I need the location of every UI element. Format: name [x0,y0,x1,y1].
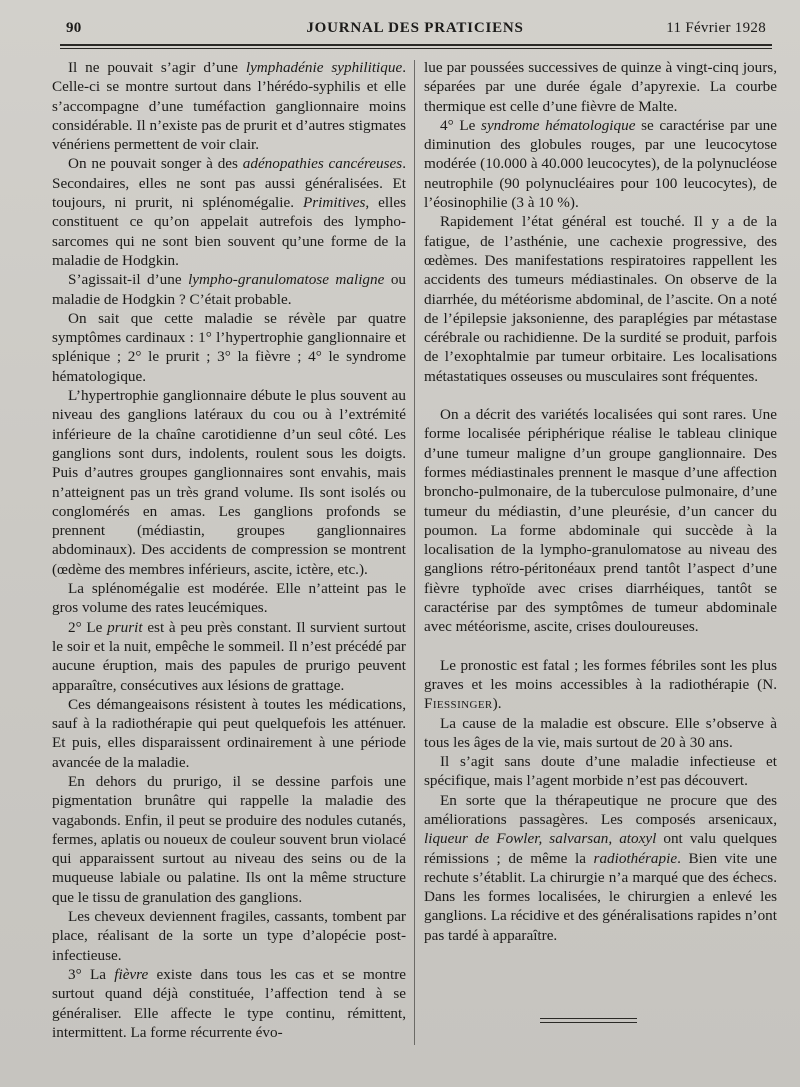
header-rule-thin [60,48,772,49]
text-run: est à peu près constant. Il survient surtout le soir et la nuit, empêche le sommeil. Il n’est précédé par aucune éruption, mais des papules de prurigo peuvent apparaître, consécutives aux lésions de grattage. [52,618,407,694]
paragraph [52,772,406,907]
text-run: existe dans tous les cas et se montre surtout quand déjà constituée, l’affection tend à se généraliser. Elle affecte le type continu, rémittent, intermittent. La forme récurrente évo- [52,965,406,1041]
paragraph [424,791,777,945]
italic-term: syndrome hématologique [481,116,636,134]
italic-term: adénopathies cancéreuses [242,155,403,173]
text-run: , elles constituent ce qu’on appelait autrefois des lympho-sarcomes qui ne sont bien souvent qu’une forme de la maladie de Hodgkin. [52,194,406,269]
text-run: On a décrit des variétés localisées qui sont rares. Une forme localisée périphérique réalise le tableau clinique d’une tumeur maligne d’un groupe ganglionnaire. Des formes médiastinales prennent le masque d’une affection broncho-pulmonaire, de la tuberculose pulmonaire, d’une tumeur du médiastin, d’une pleurésie, d’un cancer du poumon. La forme abdominale qui succède à la localisation de la lympho-granulomatose au niveau des ganglions rétro-péritonéaux prend tantôt l’aspect d’une fièvre typhoïde avec crises diarrhéiques, tantôt se caractérise par des symptômes de tumeur abdominale avec météorisme, ascite, crises douloureuses. [424,406,777,636]
page-header [60,20,770,42]
text-run: En sorte que la thérapeutique ne procure que des améliorations passagères. Les composés arsenicaux, [424,791,777,828]
paragraph [52,579,406,618]
text-run: Rapidement l’état général est touché. Il y a de la fatigue, de l’asthénie, une cachexie progressive, des œdèmes. Des manifestations respiratoires rappellent les accidents des tumeurs médiastinales. On observe de la diarrhée, du météorisme abdominal, de l’ascite. On a noté de l’épilepsie jaksonienne, des paraplégies par métastase cérébrale ou rachidienne. De la surdité se produit, parfois de l’exophtalmie par tumeur orbitaire. Les localisations métastatiques osseuses ou musculaires sont fréquentes. [424,213,777,385]
paragraph [52,695,406,772]
text-run: Ces démangeaisons résistent à toutes les médications, sauf à la radiothérapie qui peut quelquefois les atténuer. Et puis, elles disparaissent ordinairement à une période avancée de la maladie. [52,695,406,771]
text-run: ou maladie de Hodgkin ? C’était probable. [52,271,407,308]
text-run: S’agissait-il d’une [68,271,189,289]
text-run: se caractérise par une diminution des globules rouges, par une leucocytose modérée (10.000 à 40.000 leucocytes), de la polynucléose neutrophile (90 polynucléaires pour 100 leucocytes), de l’éosinophilie (3 à 10 %). [424,116,777,212]
right-column [424,58,777,945]
text-run: 4° Le [440,116,482,134]
paragraph [52,386,406,579]
text-run: . Secondaires, elles ne sont pas aussi généralisées. Et toujours, ni prurit, ni splénomégalie. [52,155,406,212]
author-name: Fiessinger [424,695,493,713]
paragraph [424,58,777,116]
paragraph [52,309,406,386]
text-run: ont valu quelques rémissions ; de même la [424,830,777,867]
italic-term: liqueur de Fowler, salvarsan, atoxyl [424,830,657,848]
text-run: 3° La [68,965,115,983]
text-run: Les cheveux deviennent fragiles, cassants, tombent par place, réalisant de la sorte un type d’alopécie post-infectieuse. [52,908,406,964]
text-run: En dehors du prurigo, il se dessine parfois une pigmentation brunâtre qui rappelle la maladie des vagabonds. Enfin, il peut se produire des nodules cutanés, fermes, aplatis ou noueux de couleur souvent brun violacé qui apparaissent surtout au niveau des seins ou de la muqueuse labiale ou palatine. Ils ont la même structure que le tissu de granulation des ganglions. [52,772,406,906]
text-run: La splénomégalie est modérée. Elle n’atteint pas le gros volume des rates leucémiques. [52,580,406,617]
paragraph [52,907,406,965]
text-run: La cause de la maladie est obscure. Elle s’observe à tous les âges de la vie, mais surtout de 20 à 30 ans. [424,714,777,751]
text-run: lue par poussées successives de quinze à vingt-cinq jours, séparées par une durée égale d’apyrexie. La courbe thermique est celle d’une fièvre de Malte. [424,59,777,115]
paragraph [424,405,777,637]
left-column [52,58,406,1042]
paragraph [52,965,406,1042]
issue-date: 11 Février 1928 [666,20,766,36]
paragraph [52,270,406,309]
paragraph [424,752,777,791]
paragraph [424,714,777,753]
text-run: 2° Le [68,618,108,636]
italic-term: fièvre [114,965,149,983]
paragraph [52,58,406,154]
end-rule [540,1018,637,1019]
page-number: 90 [66,20,82,36]
italic-term: prurit [107,618,143,636]
paragraph [424,116,777,212]
text-run: . Bien vite une rechute s’établit. La chirurgie n’a marqué que des échecs. Dans les formes localisées, le chirurgien a enlevé les ganglions. La récidive et des généralisations rapides n’ont pas tardé à apparaître. [424,849,778,944]
text-run: Le pronostic est fatal ; les formes fébriles sont les plus graves et les moins accessibles à la radiothérapie (N. [424,656,777,693]
text-run: L’hypertrophie ganglionnaire débute le plus souvent au niveau des ganglions latéraux du cou ou à l’extrémité inférieure de la chaîne carotidienne d’un seul côté. Les ganglions sont durs, indolents, roulent sous les doigts. Puis d’autres groupes ganglionnaires sont envahis, mais n’atteignent pas un très grand volume. Ils sont isolés ou conglomérés en amas. Les ganglions profonds se prennent (médiastin, groupes ganglionnaires abdominaux). Des accidents de compression se montrent (œdème des membres inférieurs, ascite, ictère, etc.). [52,387,406,578]
paragraph [52,618,406,695]
paragraph [424,656,777,714]
end-rule-lower [540,1022,637,1023]
text-run: On sait que cette maladie se révèle par quatre symptômes cardinaux : 1° l’hypertrophie ganglionnaire et splénique ; 2° le prurit ; 3° la fièvre ; 4° le syndrome hématologique. [52,309,406,385]
header-rule [60,44,772,46]
paragraph [52,154,406,270]
text-run: Il ne pouvait s’agir d’une [68,59,246,76]
text-run: Il s’agit sans doute d’une maladie infectieuse et spécifique, mais l’agent morbide n’est pas découvert. [424,753,777,790]
column-divider [414,60,415,1045]
italic-term: Primitives [302,194,366,212]
text-run: . Celle-ci se montre surtout dans l’hérédo-syphilis et elle s’accompagne d’une tuméfaction ganglionnaire moins considérable. Il n’existe pas de prurit et d’autres stigmates vénériens permettent de voir clair. [52,59,407,154]
italic-term: lympho-granulomatose maligne [188,271,385,289]
paragraph [424,212,777,386]
italic-term: radiothérapie [593,849,678,867]
text-run: ). [492,695,502,713]
text-run: On ne pouvait songer à des [68,155,243,173]
journal-title: JOURNAL DES PRATICIENS [306,20,524,36]
italic-term: lymphadénie syphilitique [245,59,403,76]
